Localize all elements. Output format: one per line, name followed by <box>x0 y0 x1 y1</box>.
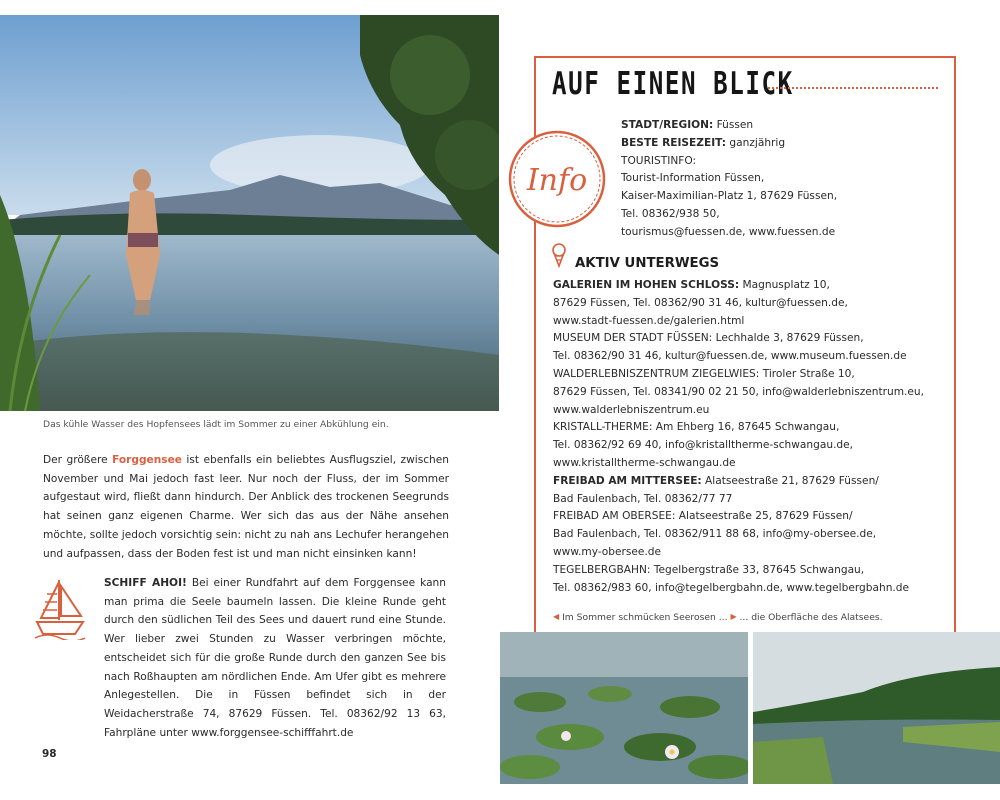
tip-schiff-ahoi <box>104 574 446 742</box>
list-item: Tel. 08362/983 60, info@tegelbergbahn.de, www.tegelbergbahn.de <box>553 581 910 594</box>
list-item: FREIBAD AM OBERSEE: Alatseestraße 25, 87629 Füssen/ <box>553 510 853 523</box>
info-facts <box>621 117 941 242</box>
sailboat-icon <box>33 576 88 640</box>
hopfensee-illustration <box>0 15 499 411</box>
caption-right: ... die Oberfläche des Alatsees. <box>739 612 883 623</box>
caption-left: Im Sommer schmücken Seerosen ... <box>562 612 728 623</box>
fact-season: BESTE REISEZEIT: ganzjährig <box>621 136 786 149</box>
list-item: FREIBAD AM MITTERSEE: Alatseestraße 21, 87629 Füssen/ <box>553 474 879 487</box>
photo-hopfensee <box>0 15 499 411</box>
body-rest: ist ebenfalls ein beliebtes Ausflugsziel, zwischen November und Mai jedoch fast leer. Nur noch der Fluss, der im Sommer aufgestaut wird, fließt dann hindurch. Der Anblick des trockenen Seegrunds hat seinen ganz eigenen Charme. Wer sich das aus der Nähe ansehen möchte, sollte jedoch vorsichtig sein: nicht zu nah ans Lechufer herangehen und aufpassen, dass der Boden fest ist und man nicht einsinken kann! <box>43 454 449 560</box>
box-title: AUF EINEN BLICK <box>552 66 794 102</box>
body-lead: Der größere <box>43 454 113 466</box>
list-item: www.stadt-fuessen.de/galerien.html <box>553 314 745 327</box>
list-item: 87629 Füssen, Tel. 08362/90 31 46, kultur@fuessen.de, <box>553 296 848 309</box>
photo-pair-caption <box>553 612 883 623</box>
info-stamp-label: Info <box>526 163 588 198</box>
forggensee-highlight: Forggensee <box>112 454 182 466</box>
page-number: 98 <box>42 748 57 760</box>
list-item: 87629 Füssen, Tel. 08341/90 02 21 50, info@walderlebniszentrum.eu, <box>553 385 925 398</box>
tip-heading: SCHIFF AHOI! <box>104 577 187 589</box>
list-item: Bad Faulenbach, Tel. 08362/77 77 <box>553 492 733 505</box>
photo-caption: Das kühle Wasser des Hopfensees lädt im Sommer zu einer Abkühlung ein. <box>43 419 389 430</box>
list-item: www.my-obersee.de <box>553 545 662 558</box>
fact-region: STADT/REGION: Füssen <box>621 119 754 131</box>
arrow-left-icon: ◀ <box>553 612 560 621</box>
photo-alatsee <box>753 632 1000 784</box>
list-item: GALERIEN IM HOHEN SCHLOSS: Magnusplatz 10, <box>553 279 830 291</box>
title-dotted-rule <box>768 87 938 89</box>
list-item: www.kristalltherme-schwangau.de <box>553 456 736 469</box>
tip-text: Bei einer Rundfahrt auf dem Forggensee kann man prima die Seele baumeln lassen. Die kleine Runde geht durch den südlichen Teil des Sees und dauert rund eine Stunde. Wer lieber zwei Stunden zu Wasser verbringen möchte, entscheidet sich für die große Runde durch den ganzen See bis nach Roßhaupten am nördlichen Ende. Am Ufer gibt es mehrere Anlegestellen. Die in Füssen befindet sich in der Weidacherstraße 74, 87629 Füssen. Tel. 08362/92 13 63, Fahrpläne unter www.forggensee-schifffahrt.de <box>104 577 446 739</box>
list-item: KRISTALL-THERME: Am Ehberg 16, 87645 Schwangau, <box>553 421 840 434</box>
touristinfo-line: TOURISTINFO: <box>621 154 697 167</box>
touristinfo-line: Kaiser-Maximilian-Platz 1, 87629 Füssen, <box>621 190 838 203</box>
info-stamp-icon <box>502 124 612 234</box>
list-item: TEGELBERGBAHN: Tegelbergstraße 33, 87645 Schwangau, <box>553 563 865 576</box>
body-paragraph <box>43 451 449 563</box>
touristinfo-line: Tel. 08362/938 50, <box>621 207 720 220</box>
list-item: Tel. 08362/92 69 40, info@kristalltherme-schwangau.de, <box>553 439 854 452</box>
list-item: www.walderlebniszentrum.eu <box>553 403 710 416</box>
activity-list <box>553 277 943 597</box>
photo-water-lilies <box>500 632 748 784</box>
ice-cream-pin-icon <box>548 242 570 268</box>
touristinfo-line: tourismus@fuessen.de, www.fuessen.de <box>621 225 836 238</box>
list-item: MUSEUM DER STADT FÜSSEN: Lechhalde 3, 87629 Füssen, <box>553 332 864 345</box>
list-item: WALDERLEBNISZENTRUM ZIEGELWIES: Tiroler Straße 10, <box>553 367 855 380</box>
arrow-right-icon: ▶ <box>730 612 737 621</box>
section-title: AKTIV UNTERWEGS <box>575 256 720 271</box>
list-item: Bad Faulenbach, Tel. 08362/911 88 68, info@my-obersee.de, <box>553 528 877 541</box>
touristinfo-line: Tourist-Information Füssen, <box>621 172 765 185</box>
list-item: Tel. 08362/90 31 46, kultur@fuessen.de, www.museum.fuessen.de <box>553 350 907 363</box>
